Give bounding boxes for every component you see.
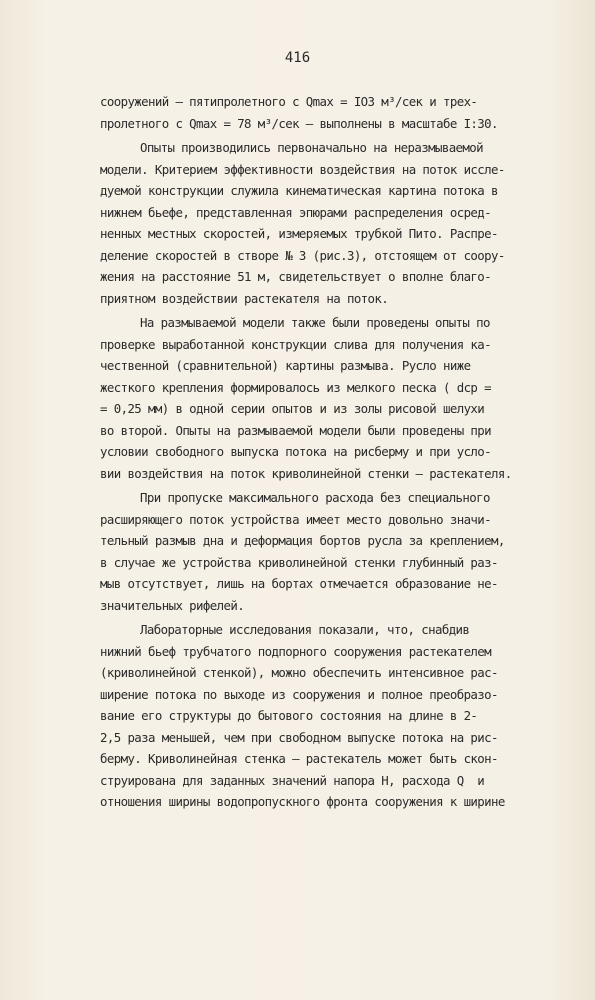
text-line: расширяющего поток устройства имеет место довольно значи- (100, 511, 492, 527)
text-line: в случае же устройства криволинейной стенки глубинный раз- (100, 554, 498, 570)
page-number: 416 (284, 50, 311, 66)
paragraph (100, 137, 575, 309)
text-line: вание его структуры до бытового состояния на длине в 2- (100, 708, 478, 723)
text-line: значительных рифелей. (100, 597, 245, 613)
text-line: При пропуске максимального расхода без специального (140, 490, 490, 505)
text-line: мыв отсутствует, лишь на бортах отмечается образование не- (100, 576, 498, 591)
text-line: условии свободного выпуска потока на рисберму и при усло- (100, 444, 492, 459)
text-line: (криволинейной стенкой), можно обеспечить интенсивное рас- (100, 665, 498, 680)
text-line: ширение потока по выходе из сооружения и полное преобразо- (100, 686, 498, 702)
text-line: чественной (сравнительной) картины размыва. Русло ниже (100, 358, 471, 373)
text-line: Опыты производились первоначально на неразмываемой (140, 140, 483, 155)
text-line: Лабораторные исследования показали, что, снабдив (140, 622, 470, 637)
text-line: струирована для заданных значений напора Н, расхода Q и (100, 772, 485, 788)
text-line: ненных местных скоростей, измеряемых трубкой Пито. Распре- (100, 226, 498, 241)
paragraph (100, 487, 575, 616)
text-line: проверке выработанной конструкции слива для получения ка- (100, 336, 492, 352)
text-line: = 0,25 мм) в одной серии опытов и из золы рисовой шелухи (100, 401, 485, 416)
text-line: жения на расстояние 51 м, свидетельствует о вполне благо- (100, 269, 492, 284)
text-line: берму. Криволинейная стенка – растекатель может быть скон- (100, 751, 498, 766)
text-line: вии воздействия на поток криволинейной стенки – растекателя. (100, 465, 512, 481)
text-line: нижний бьеф трубчатого подпорного сооружения растекателем (100, 643, 492, 659)
text-line: сооружений – пятипролетного с Qmax = IO3 м³/сек и трех- (100, 94, 478, 109)
paragraph (100, 312, 575, 484)
text-line: приятном воздействии растекателя на поток. (100, 290, 389, 306)
paragraph (100, 91, 575, 134)
text-line: нижнем бьефе, представленная эпюрами распределения осред- (100, 204, 492, 220)
text-line: тельный размыв дна и деформация бортов русла за креплением, (100, 533, 505, 548)
text-line: 2,5 раза меньшей, чем при свободном выпуске потока на рис- (100, 729, 498, 745)
text-line: жесткого крепления формировалось из мелкого песка ( dср = (100, 379, 492, 395)
paragraph (100, 619, 575, 813)
text-line: модели. Критерием эффективности воздействия на поток иссле- (100, 161, 505, 177)
body-text (100, 88, 575, 813)
text-line: пролетного с Qmax = 78 м³/сек – выполнены в масштабе I:30. (100, 115, 498, 131)
text-line: На размываемой модели также были проведены опыты по (140, 315, 490, 330)
text-line: отношения ширины водопропускного фронта сооружения к ширине (100, 794, 505, 809)
text-line: деление скоростей в створе № 3 (рис.3), отстоящем от соору- (100, 247, 505, 263)
text-line: дуемой конструкции служила кинематическая картина потока в (100, 183, 498, 198)
text-line: во второй. Опыты на размываемой модели были проведены при (100, 422, 492, 438)
